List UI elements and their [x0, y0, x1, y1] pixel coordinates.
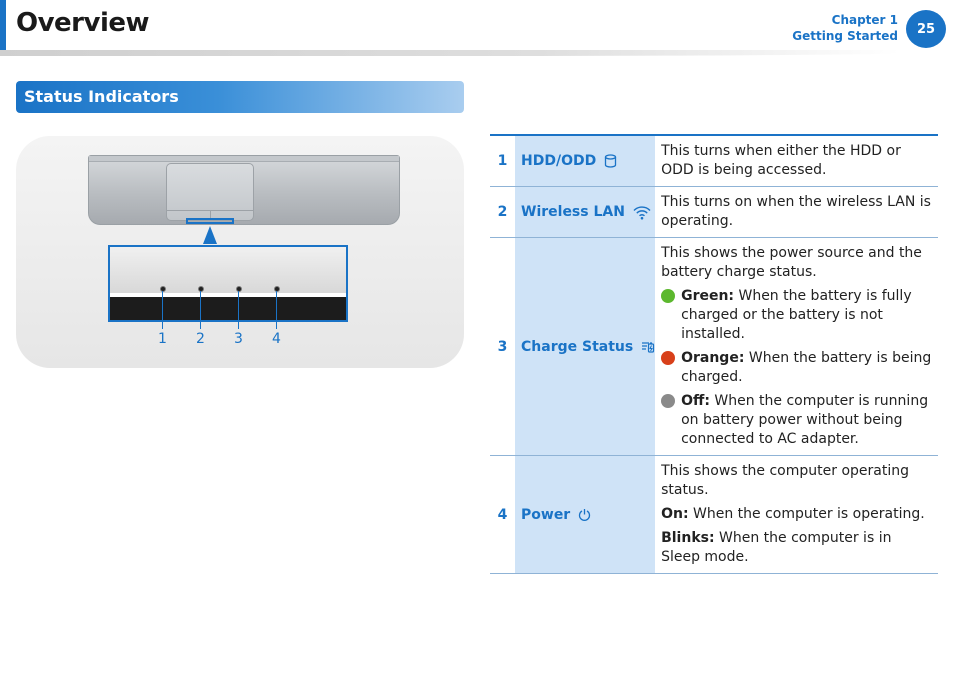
green-dot-icon: [661, 289, 675, 303]
indicator-name: Wireless LAN: [521, 204, 625, 220]
list-item: [661, 287, 934, 344]
wifi-icon: [633, 205, 651, 220]
led-callout-line-4: [276, 291, 277, 329]
list-item: [661, 392, 934, 449]
pointer-arrow-icon: [203, 226, 217, 244]
led-callout-line-2: [200, 291, 201, 329]
row-number: 1: [490, 135, 515, 187]
page-title: Overview: [16, 8, 150, 38]
status-body: When the computer is in Sleep mode.: [661, 530, 892, 565]
led-number-3: 3: [234, 331, 243, 347]
indicator-name: Charge Status: [521, 338, 634, 355]
bullet-label: Off:: [681, 393, 710, 409]
charge-icon: [641, 340, 655, 354]
indicator-description: This shows the computer operating status.: [661, 463, 909, 498]
header-accent-bar: [0, 0, 6, 52]
gray-dot-icon: [661, 394, 675, 408]
bullet-text: [681, 392, 934, 449]
row-number: 3: [490, 238, 515, 456]
status-body: When the computer is operating.: [688, 506, 925, 522]
indicator-description: This turns on when the wireless LAN is operating.: [655, 187, 938, 238]
status-line-blinks: [661, 529, 934, 567]
led-callout-line-1: [162, 291, 163, 329]
laptop-palmrest-illustration: [88, 155, 400, 225]
table-row: [490, 135, 938, 187]
chapter-number: Chapter 1: [831, 13, 898, 27]
status-label: Blinks:: [661, 530, 715, 546]
indicator-description: This turns when either the HDD or ODD is being accessed.: [655, 135, 938, 187]
led-wireless: [198, 286, 204, 292]
indicator-name-cell: [515, 135, 655, 187]
indicator-description-cell: [655, 238, 938, 456]
indicator-location-marker: [186, 218, 234, 224]
status-indicator-table: [490, 134, 938, 574]
table-row: [490, 187, 938, 238]
led-callout-line-3: [238, 291, 239, 329]
touchpad: [166, 163, 254, 221]
bullet-body: When the battery is being charged.: [681, 350, 932, 385]
section-title: Status Indicators: [24, 87, 179, 106]
orange-dot-icon: [661, 351, 675, 365]
status-line-on: [661, 505, 934, 524]
indicator-name: HDD/ODD: [521, 153, 597, 169]
list-item: [661, 349, 934, 387]
power-icon: [578, 508, 591, 521]
bullet-text: [681, 287, 934, 344]
indicator-name-cell: [515, 238, 655, 456]
indicator-description-cell: [655, 456, 938, 574]
table-row: [490, 238, 938, 456]
section-header: [16, 81, 464, 113]
hdd-icon: [604, 154, 617, 168]
zoom-base: [110, 297, 346, 322]
bullet-label: Orange:: [681, 350, 745, 366]
indicator-name-cell: [515, 187, 655, 238]
bullet-label: Green:: [681, 288, 735, 304]
zoom-surface: [110, 247, 346, 293]
indicator-description: This shows the power source and the battery charge status.: [661, 245, 922, 280]
bullet-body: When the computer is running on battery power without being connected to AC adapter.: [681, 393, 929, 447]
status-label: On:: [661, 506, 689, 522]
chapter-name: Getting Started: [792, 29, 898, 43]
indicator-zoom-view: [108, 245, 348, 322]
led-hdd: [160, 286, 166, 292]
led-number-4: 4: [272, 331, 281, 347]
bullet-text: [681, 349, 934, 387]
indicator-name: Power: [521, 506, 571, 523]
row-number: 4: [490, 456, 515, 574]
chapter-label: [792, 12, 898, 44]
palmrest-edge: [89, 156, 399, 162]
led-number-1: 1: [158, 331, 167, 347]
row-number: 2: [490, 187, 515, 238]
table-row: [490, 456, 938, 574]
page-number-badge: 25: [906, 10, 946, 48]
led-charge: [236, 286, 242, 292]
led-number-2: 2: [196, 331, 205, 347]
indicator-name-cell: [515, 456, 655, 574]
led-power: [274, 286, 280, 292]
header-divider: [0, 50, 900, 56]
bullet-body: When the battery is fully charged or the battery is not installed.: [681, 288, 912, 342]
